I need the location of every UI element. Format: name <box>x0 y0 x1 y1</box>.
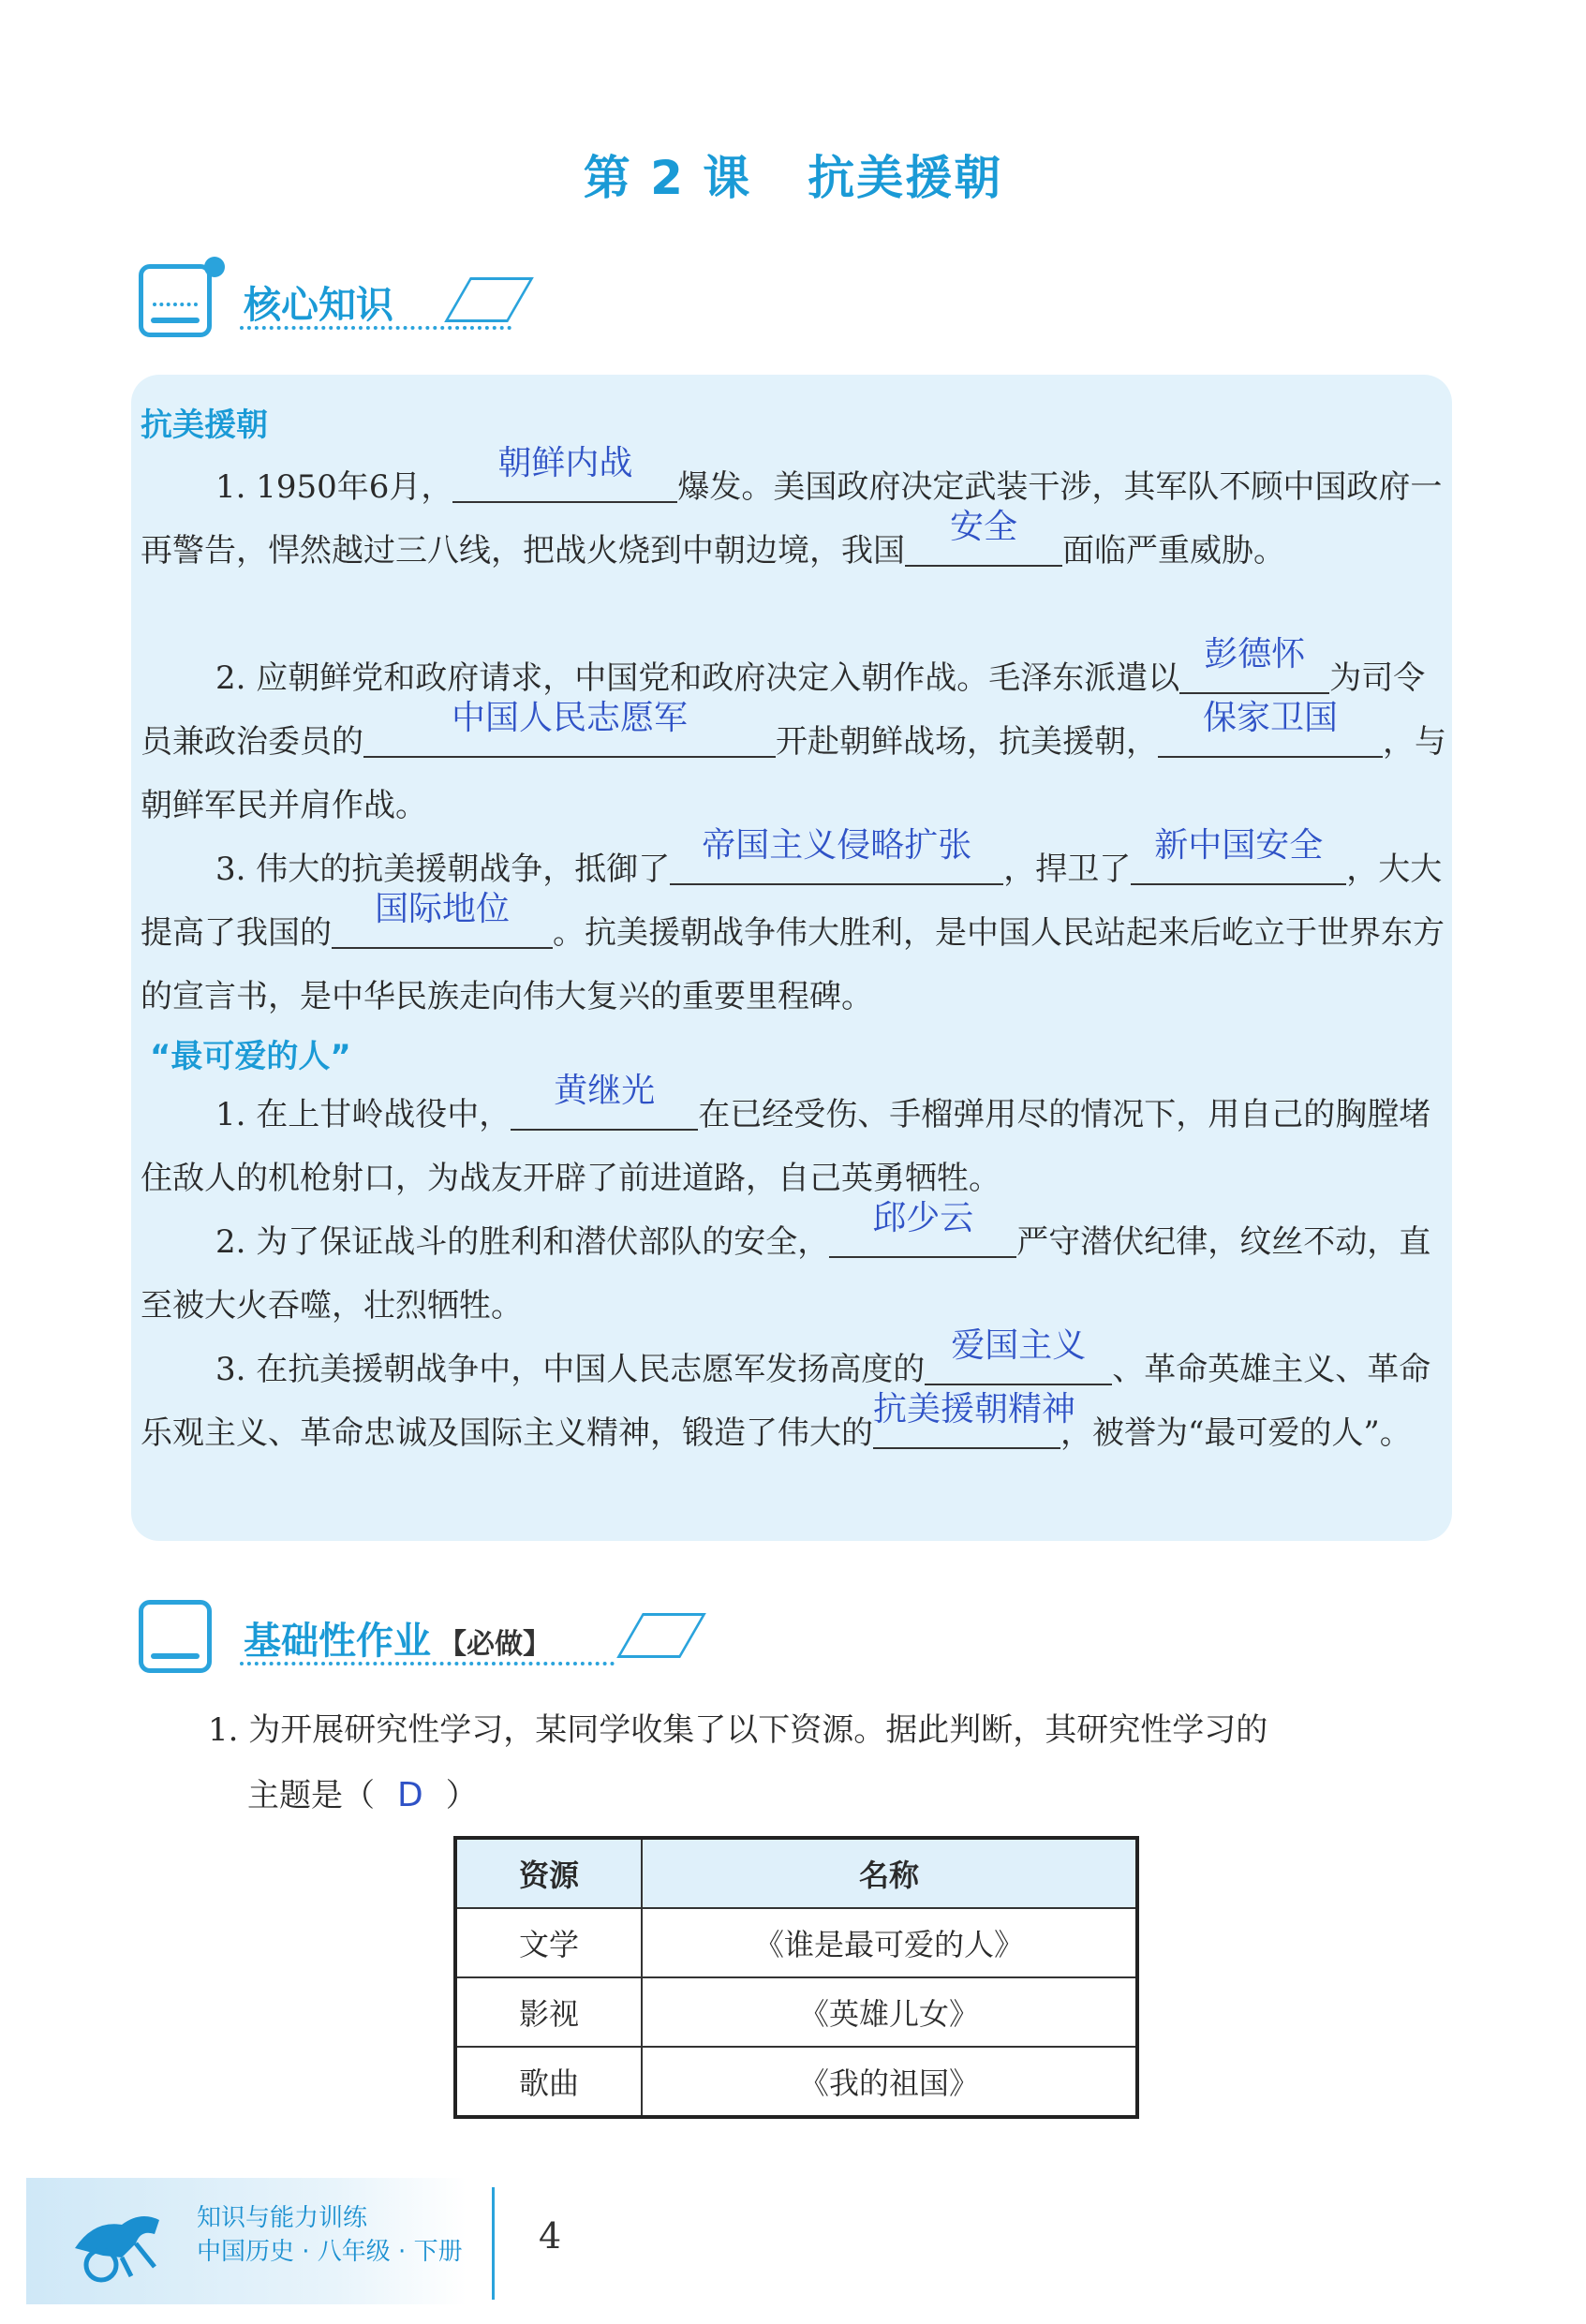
core-knowledge-icon <box>139 264 212 337</box>
lesson-title <box>0 141 1586 208</box>
answer-blank <box>670 826 1003 885</box>
answer-text: 抗美援朝精神 <box>873 1390 1076 1428</box>
answer-text: 帝国主义侵略扩张 <box>702 826 972 865</box>
answer-text: 邱少云 <box>872 1199 974 1237</box>
answer-blank <box>873 1390 1076 1449</box>
answer-text: 安全 <box>949 508 1017 546</box>
answer-blank <box>452 444 677 503</box>
table-cell: 文学 <box>455 1908 642 1977</box>
text: 。抗美援朝战争伟大胜利，是中国人民站起来后屹立于世界东方的宣言书，是中华民族走向伟大复兴的重要里程碑。 <box>141 914 1445 1015</box>
text: ，与朝鲜军民并肩作战。 <box>141 723 1446 824</box>
resource-table <box>453 1836 1139 2119</box>
lesson-name: 抗美援朝 <box>808 151 1003 205</box>
topic1-paragraph-2 <box>141 635 1447 837</box>
dot-icon <box>204 257 225 277</box>
text: 在已经受伤、手榴弹用尽的情况下，用自己的胸膛堵住敌人的机枪射口，为战友开辟了前进道路，自己英勇牺牲。 <box>141 1096 1431 1197</box>
text: 3. 在抗美援朝战争中，中国人民志愿军发扬高度的 <box>215 1351 926 1388</box>
table-cell: 《英雄儿女》 <box>642 1977 1137 2047</box>
answer-text: 彭德怀 <box>1204 635 1306 674</box>
answer-blank <box>363 699 776 758</box>
text: 、革命英雄主义、革命乐观主义、革命忠诚及国际主义精神，锻造了伟大的 <box>141 1351 1431 1452</box>
table-row <box>455 1977 1137 2047</box>
text: ，捍卫了 <box>1003 851 1132 888</box>
table-header: 名称 <box>642 1838 1137 1908</box>
answer-blank <box>1131 826 1346 885</box>
section-basic-header <box>139 1600 701 1694</box>
topic1-paragraph-1 <box>141 444 1447 583</box>
answer-choice: D <box>397 1776 423 1814</box>
text: 严守潜伏纪律，纹丝不动，直至被大火吞噬，壮烈牺牲。 <box>141 1223 1431 1325</box>
footer-series <box>197 2201 463 2269</box>
text: ，被誉为“最可爱的人”。 <box>1060 1414 1412 1452</box>
answer-blank <box>511 1072 698 1131</box>
series-title: 知识与能力训练 <box>197 2204 368 2232</box>
question-1 <box>208 1697 1454 1828</box>
brush-icon <box>139 1600 212 1673</box>
slash-decoration-icon <box>616 1613 706 1658</box>
slash-decoration-icon <box>444 277 534 322</box>
table-cell: 《谁是最可爱的人》 <box>642 1908 1137 1977</box>
lesson-number: 第 2 课 <box>583 151 752 205</box>
horse-chariot-icon <box>66 2192 178 2286</box>
required-tag: 【必做】 <box>438 1628 551 1661</box>
section-basic-title: 基础性作业 <box>244 1620 431 1663</box>
section-underline <box>240 1662 615 1665</box>
answer-blank <box>1158 699 1383 758</box>
text: 为司令员兼政治委员的 <box>141 659 1426 761</box>
answer-text: 朝鲜内战 <box>497 444 633 482</box>
footer-divider <box>492 2187 495 2300</box>
answer-text: 中国人民志愿军 <box>451 699 688 737</box>
text: 1. 1950年6月， <box>215 468 453 506</box>
text: 面临严重威胁。 <box>1062 532 1285 570</box>
section-core-label: 核心知识 <box>244 284 393 327</box>
question-stem-line2 <box>208 1763 1454 1828</box>
text: ，大大提高了我国的 <box>141 851 1443 952</box>
text: 开赴朝鲜战场，抗美援朝， <box>776 723 1158 761</box>
text: 3. 伟大的抗美援朝战争，抵御了 <box>215 851 671 888</box>
topic1-paragraph-3 <box>141 826 1447 1029</box>
table-header-row <box>455 1838 1137 1908</box>
answer-text: 爱国主义 <box>951 1326 1087 1365</box>
section-basic-label <box>244 1611 551 1665</box>
topic2-heading: “最可爱的人” <box>150 1038 351 1075</box>
answer-blank <box>332 890 553 949</box>
table-row <box>455 1908 1137 1977</box>
section-underline <box>240 326 511 330</box>
text: ） <box>445 1777 478 1814</box>
table-row <box>455 2047 1137 2117</box>
book-title: 中国历史 · 八年级 · 下册 <box>197 2238 463 2266</box>
topic2-paragraph-3 <box>141 1326 1447 1465</box>
text: 1. 在上甘岭战役中， <box>215 1096 511 1133</box>
answer-blank <box>829 1199 1016 1258</box>
topic2-paragraph-2 <box>141 1199 1447 1338</box>
text: 主题是（ <box>247 1777 375 1814</box>
answer-text: 黄继光 <box>554 1072 656 1110</box>
answer-text: 保家卫国 <box>1202 699 1338 737</box>
answer-text: 国际地位 <box>374 890 510 928</box>
table-cell: 影视 <box>455 1977 642 2047</box>
page-number: 4 <box>539 2215 562 2257</box>
answer-blank <box>905 508 1062 567</box>
text: 爆发。美国政府决定武装干涉，其军队不顾中国政府一再警告，悍然越过三八线，把战火烧到中朝边境，我国 <box>141 468 1443 570</box>
text: 2. 为了保证战斗的胜利和潜伏部队的安全， <box>215 1223 830 1261</box>
table-cell: 歌曲 <box>455 2047 642 2117</box>
table-cell: 《我的祖国》 <box>642 2047 1137 2117</box>
topic2-paragraph-1 <box>141 1072 1447 1210</box>
topic1-heading: 抗美援朝 <box>141 407 268 444</box>
answer-text: 新中国安全 <box>1154 826 1324 865</box>
section-core-header <box>139 264 570 358</box>
table-header: 资源 <box>455 1838 642 1908</box>
question-stem-line1: 1. 为开展研究性学习，某同学收集了以下资源。据此判断，其研究性学习的 <box>208 1711 1268 1749</box>
text: 2. 应朝鲜党和政府请求，中国党和政府决定入朝作战。毛泽东派遣以 <box>215 659 1180 697</box>
